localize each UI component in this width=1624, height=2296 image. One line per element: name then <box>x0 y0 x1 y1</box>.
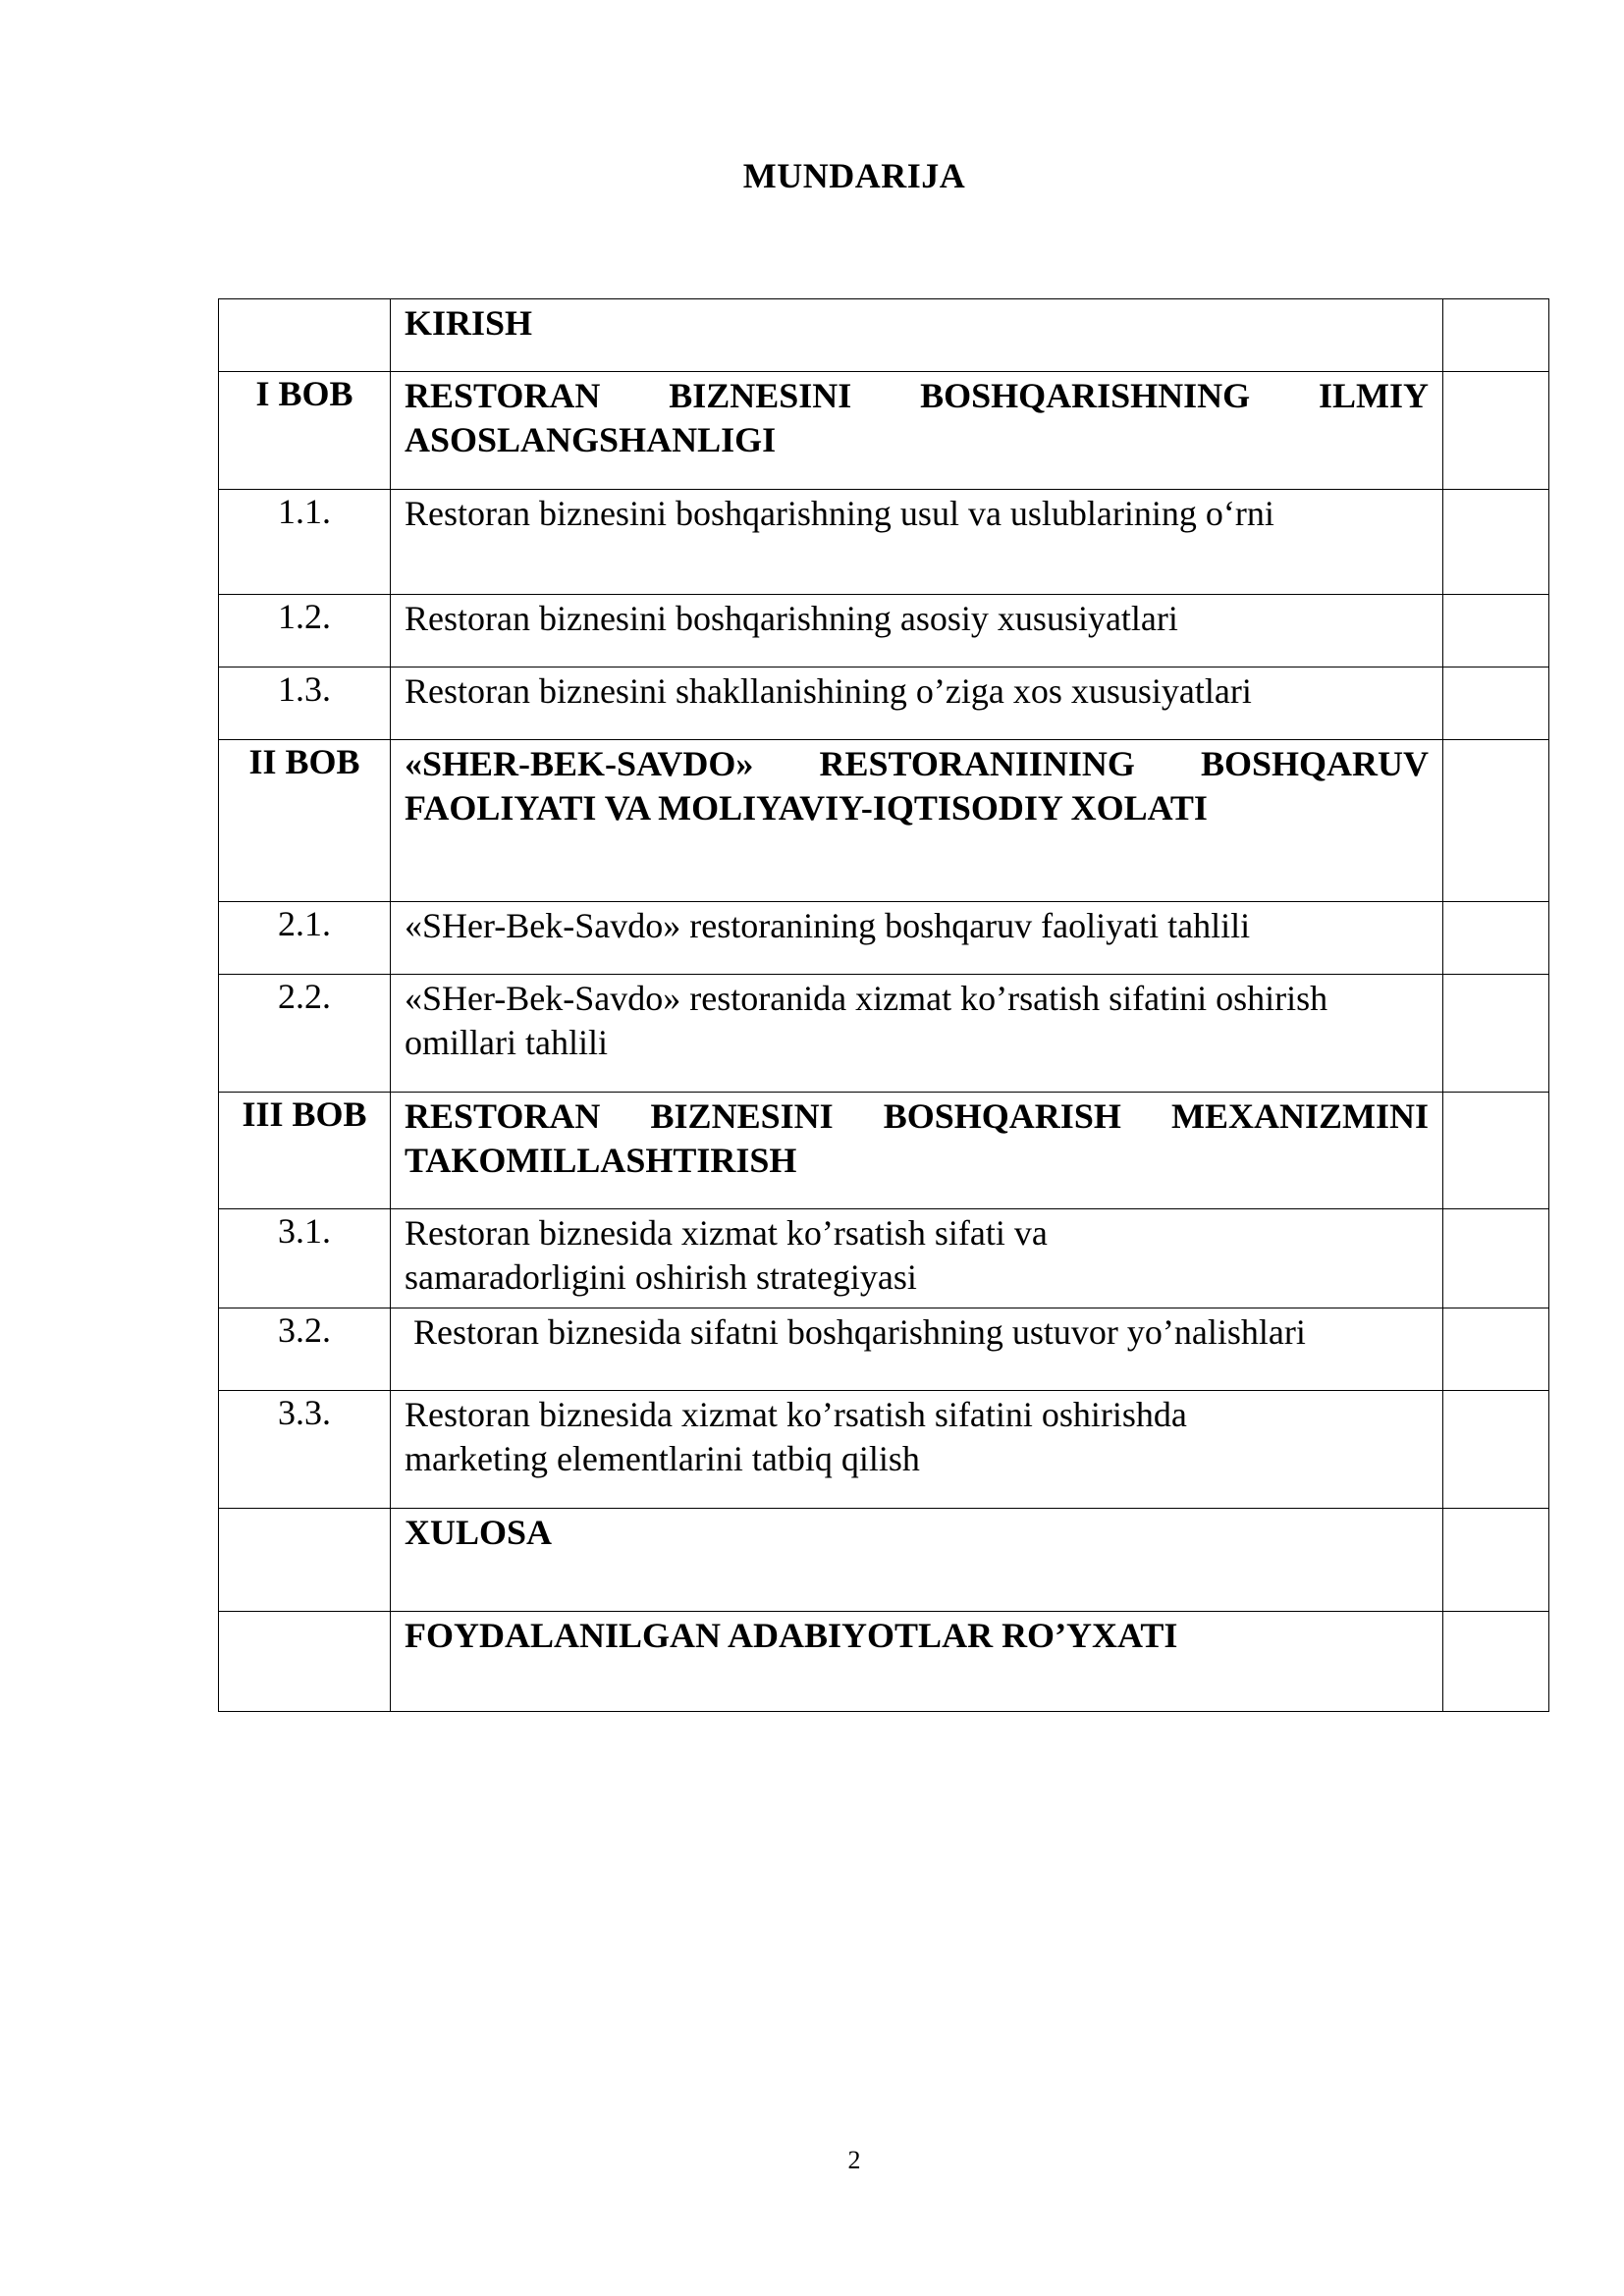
toc-row-chapter-1 <box>219 372 1549 490</box>
toc-row-page <box>1443 740 1549 902</box>
toc-row-title: RESTORAN BIZNESINI BOSHQARISHNING ILMIY ASOSLANGSHANLIGI <box>391 372 1443 490</box>
toc-row-kirish <box>219 299 1549 372</box>
toc-row-number: 2.2. <box>219 975 391 1093</box>
toc-row-page <box>1443 595 1549 667</box>
toc-row-number: 1.2. <box>219 595 391 667</box>
toc-row-page <box>1443 372 1549 490</box>
toc-row-page <box>1443 1391 1549 1509</box>
toc-row-number <box>219 299 391 372</box>
page-number: 2 <box>847 2146 861 2174</box>
toc-row-title: «SHer-Bek-Savdo» restoranining boshqaruv faoliyati tahlili <box>391 902 1443 975</box>
toc-row-title: RESTORAN BIZNESINI BOSHQARISH MEXANIZMINI TAKOMILLASHTIRISH <box>391 1093 1443 1209</box>
toc-row-number: 3.1. <box>219 1209 391 1308</box>
toc-row-chapter-2 <box>219 740 1549 902</box>
toc-row-page <box>1443 667 1549 740</box>
toc-row-title: KIRISH <box>391 299 1443 372</box>
toc-row-section-2-2 <box>219 975 1549 1093</box>
toc-row-chapter-3 <box>219 1093 1549 1209</box>
toc-row-references <box>219 1612 1549 1712</box>
toc-row-number: 2.1. <box>219 902 391 975</box>
toc-row-title: FOYDALANILGAN ADABIYOTLAR RO’YXATI <box>391 1612 1443 1712</box>
toc-row-number <box>219 1509 391 1612</box>
page-title: MUNDARIJA <box>742 156 966 195</box>
toc-row-number: 3.3. <box>219 1391 391 1509</box>
toc-row-page <box>1443 299 1549 372</box>
toc-row-number: 1.3. <box>219 667 391 740</box>
toc-row-number: 1.1. <box>219 490 391 595</box>
toc-row-section-1-3 <box>219 667 1549 740</box>
toc-row-section-1-2 <box>219 595 1549 667</box>
toc-row-page <box>1443 1509 1549 1612</box>
toc-row-title: Restoran biznesida xizmat ko’rsatish sifati va samaradorligini oshirish strategiyasi <box>391 1209 1443 1308</box>
toc-row-title: XULOSA <box>391 1509 1443 1612</box>
toc-row-page <box>1443 1093 1549 1209</box>
toc-row-conclusion <box>219 1509 1549 1612</box>
table-of-contents <box>218 298 1549 1712</box>
toc-row-title: «SHER-BEK-SAVDO» RESTORANIINING BOSHQARUV FAOLIYATI VA MOLIYAVIY-IQTISODIY XOLATI <box>391 740 1443 902</box>
toc-row-section-3-1 <box>219 1209 1549 1308</box>
toc-row-section-3-3 <box>219 1391 1549 1509</box>
toc-row-section-2-1 <box>219 902 1549 975</box>
toc-row-page <box>1443 1308 1549 1391</box>
toc-row-number: 3.2. <box>219 1308 391 1391</box>
toc-row-number <box>219 1612 391 1712</box>
toc-row-number: III BOB <box>219 1093 391 1209</box>
toc-row-title: Restoran biznesini boshqarishning usul va uslublarining o‘rni <box>391 490 1443 595</box>
toc-row-title: Restoran biznesida xizmat ko’rsatish sifatini oshirishda marketing elementlarini tatbiq qilish <box>391 1391 1443 1509</box>
toc-row-title: «SHer-Bek-Savdo» restoranida xizmat ko’rsatish sifatini oshirish omillari tahlili <box>391 975 1443 1093</box>
toc-row-page <box>1443 490 1549 595</box>
toc-row-number: I BOB <box>219 372 391 490</box>
toc-row-page <box>1443 1612 1549 1712</box>
toc-row-page <box>1443 975 1549 1093</box>
toc-row-page <box>1443 902 1549 975</box>
toc-row-title: Restoran biznesini boshqarishning asosiy xususiyatlari <box>391 595 1443 667</box>
toc-row-title: Restoran biznesida sifatni boshqarishning ustuvor yo’nalishlari <box>391 1308 1443 1391</box>
toc-row-title: Restoran biznesini shakllanishining o’ziga xos xususiyatlari <box>391 667 1443 740</box>
toc-row-number: II BOB <box>219 740 391 902</box>
toc-row-page <box>1443 1209 1549 1308</box>
toc-row-section-3-2 <box>219 1308 1549 1391</box>
toc-row-section-1-1 <box>219 490 1549 595</box>
